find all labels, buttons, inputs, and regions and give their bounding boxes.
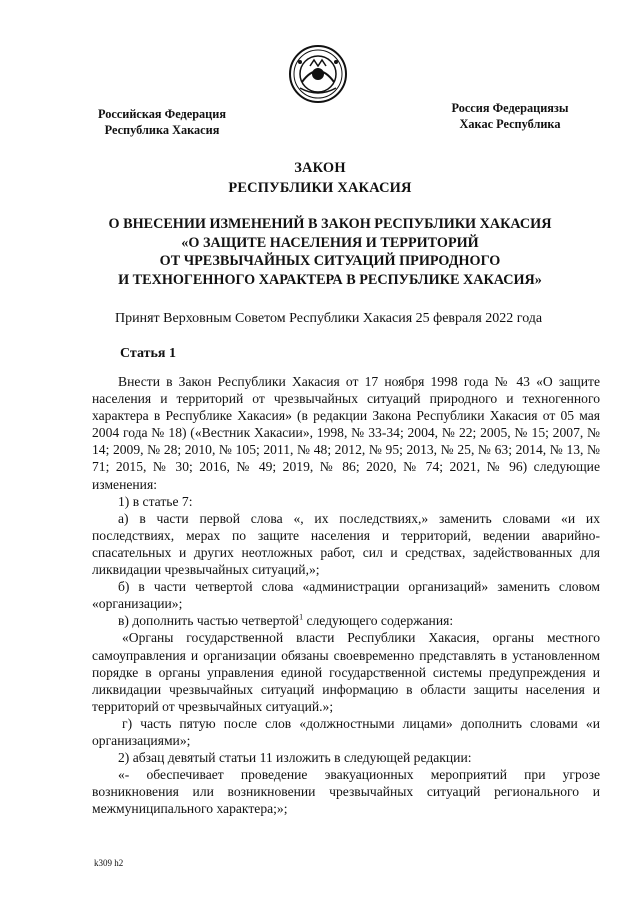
document-title-republic: РЕСПУБЛИКИ ХАКАСИЯ: [228, 180, 412, 196]
item-1g: г) часть пятую после слов «должностными лицами» дополнить словами «и организациями»;: [92, 715, 600, 748]
item-1c: [92, 612, 600, 629]
quote-2: «- обеспечивает проведение эвакуационных мероприятий при угрозе возникновения или возникновении чрезвычайных ситуаций регионального и межмуниципального характера;»;: [92, 767, 600, 817]
item-1c-superscript: 1: [299, 612, 304, 622]
header-left-line2: Республика Хакасия: [104, 123, 220, 137]
article-body: [92, 373, 600, 817]
header-left: [92, 106, 232, 138]
law-subject-line1: О ВНЕСЕНИИ ИЗМЕНЕНИЙ В ЗАКОН РЕСПУБЛИКИ ХАКАСИЯ: [108, 216, 552, 232]
law-subject: [90, 215, 570, 289]
article-heading: Статья 1: [120, 346, 176, 361]
item-1c-tail: следующего содержания:: [303, 613, 454, 629]
header-right-line2: Хакас Республика: [459, 117, 561, 131]
item-1: 1) в статье 7:: [118, 493, 193, 509]
quote-1: «Органы государственной власти Республики Хакасия, органы местного самоуправления и организации обязаны своевременно представлять в установленном порядке в органы управления единой государственной системы предупреждения и ликвидации чрезвычайных ситуаций информацию в области защиты населения и территорий от чрезвычайных ситуаций.»;: [92, 630, 600, 714]
document-code: k309 h2: [94, 858, 124, 868]
law-subject-line4: И ТЕХНОГЕННОГО ХАРАКТЕРА В РЕСПУБЛИКЕ ХАКАСИЯ»: [118, 271, 542, 288]
law-subject-line3: ОТ ЧРЕЗВЫЧАЙНЫХ СИТУАЦИЙ ПРИРОДНОГО: [159, 253, 501, 269]
header-left-line1: Российская Федерация: [97, 107, 227, 121]
header-right-line1: Россия Федерациязы: [451, 101, 569, 115]
law-subject-line2: «О ЗАЩИТЕ НАСЕЛЕНИЯ И ТЕРРИТОРИЙ: [181, 234, 479, 251]
document-title: ЗАКОН: [294, 160, 346, 176]
item-1a: а) в части первой слова «, их последствиях,» заменить словами «и их последствиях, мерах по защите населения и территорий, ведении аварийно-спасательных и других неотложных работ, сил и средствах, задействованных для ликвидации чрезвычайных ситуаций,»;: [92, 510, 600, 578]
adoption-note: Принят Верховным Советом Республики Хакасия 25 февраля 2022 года: [115, 311, 543, 326]
header-right: [440, 100, 580, 132]
item-1b: б) в части четвертой слова «администрации организаций» заменить словом «организации»;: [92, 579, 600, 612]
item-1c-text: в) дополнить частью четвертой: [118, 613, 300, 629]
article-intro: Внести в Закон Республики Хакасия от 17 ноября 1998 года № 43 «О защите населения и территорий от чрезвычайных ситуаций природного и техногенного характера в Республике Хакасия» (в редакции Закона Республики Хакасия от 05 мая 2004 года № 18) («Вестник Хакасии», 1998, № 33-34; 2004, № 22; 2005, № 15; 2007, № 14; 2009, № 28; 2010, № 105; 2011, № 48; 2012, № 95; 2013, № 25, № 63; 2014, № 13, № 71; 2015, № 30; 2016, № 49; 2019, № 86; 2020, № 74; 2021, № 96) следующие изменения:: [92, 374, 600, 492]
item-2: 2) абзац девятый статьи 11 изложить в следующей редакции:: [118, 750, 472, 766]
khakassia-coat-of-arms-icon: [288, 44, 348, 104]
